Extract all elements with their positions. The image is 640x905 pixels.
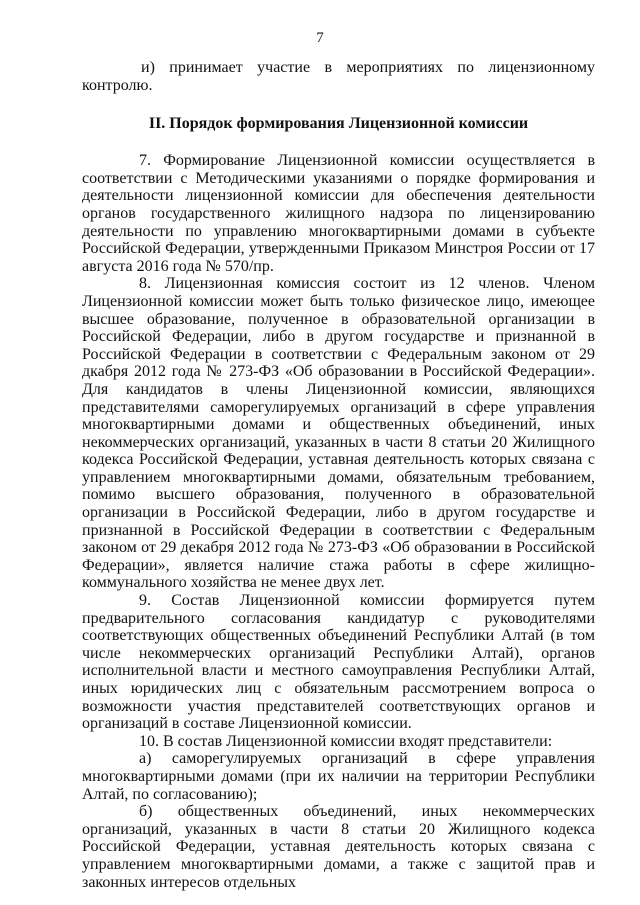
page-number: 7 [316, 30, 324, 46]
section-title: II. Порядок формирования Лицензионной комиссии [148, 115, 529, 133]
paragraph-10-b: б) общественных объединений, иных некоммерческих организаций, указанных в части 8 статьи 20 Жилищного кодекса Российской Федерации, уставная деятельность которых связана с управлением многоквартирными домами, а также с защитой прав и законных интересов отдельных [82, 803, 595, 891]
paragraph-10-a: а) саморегулируемых организаций в сфере управления многоквартирными домами (при их наличии на территории Республики Алтай, по согласованию); [82, 750, 595, 803]
intro-item: и) принимает участие в мероприятиях по лицензионному контролю. [82, 59, 595, 94]
paragraph-9: 9. Состав Лицензионной комиссии формируется путем предварительного согласования кандидатур с руководителями соответствующих общественных объединений Республики Алтай (в том числе некоммерческих организаций Республики Алтай), органов исполнительной власти и местного самоуправления Республики Алтай, иных юридических лиц с обязательным рассмотрением вопроса о возможности участия представителей соответствующих органов и организаций в составе Лицензионной комиссии. [82, 592, 595, 733]
page-content [82, 59, 595, 891]
paragraph-7: 7. Формирование Лицензионной комиссии осуществляется в соответствии с Методическими указаниями о порядке формирования и деятельности лицензионной комиссии для обеспечения деятельности органов государственного жилищного надзора по лицензированию деятельности по управлению многоквартирными домами в субъекте Российской Федерации, утвержденными Приказом Минстроя России от 17 августа 2016 года № 570/пр. [82, 152, 595, 275]
paragraph-8: 8. Лицензионная комиссия состоит из 12 членов. Членом Лицензионной комиссии может быть только физическое лицо, имеющее высшее образование, полученное в образовательной организации в Российской Федерации, либо в другом государстве и признанной в Российской Федерации в соответствии с Федеральным законом от 29 дкабря 2012 года № 273-ФЗ «Об образовании в Российской Федерации». Для кандидатов в члены Лицензионной комиссии, являющихся представителями саморегулируемых организаций в сфере управления многоквартирными домами и общественных объединений, иных некоммерческих организаций, указанных в части 8 статьи 20 Жилищного кодекса Российской Федерации, уставная деятельность которых связана с управлением многоквартирными домами, обязательным требованием, помимо высшего образования, полученного в образовательной организации в Российской Федерации, либо в другом государстве и признанной в Российской Федерации в соответствии с Федеральным законом от 29 декабря 2012 года № 273-ФЗ «Об образовании в Российской Федерации», является наличие стажа работы в сфере жилищно-коммунального хозяйства не менее двух лет. [82, 275, 595, 592]
paragraph-10: 10. В состав Лицензионной комиссии входят представители: [139, 732, 553, 750]
